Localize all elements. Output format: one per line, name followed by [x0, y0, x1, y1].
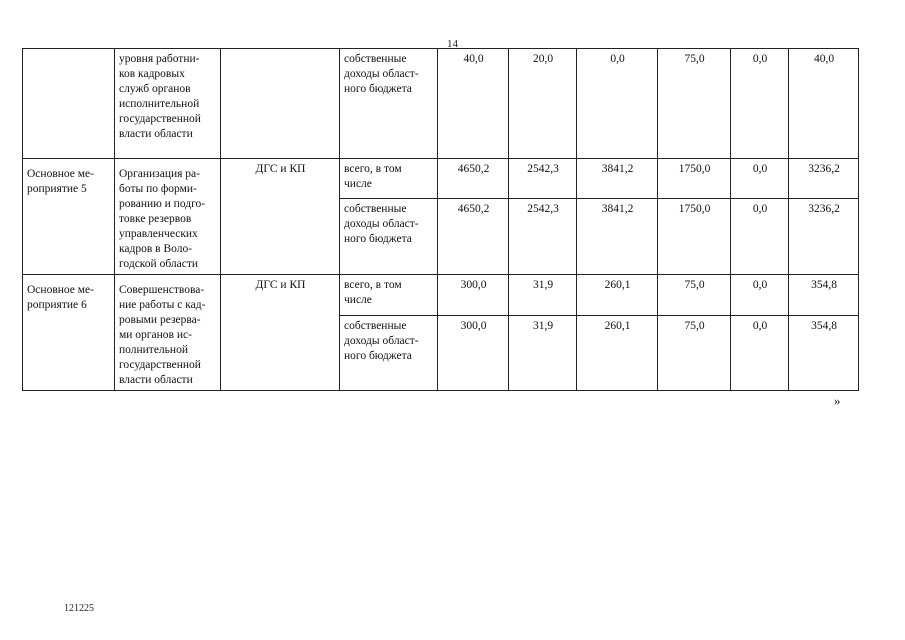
- closing-quote-mark: »: [834, 393, 841, 408]
- measure-name-cell: Основное ме- роприятие 5: [23, 159, 115, 275]
- value-cell: 3236,2: [789, 199, 859, 275]
- value-cell: 75,0: [658, 275, 731, 316]
- value-cell: 75,0: [658, 49, 731, 159]
- value-cell: 354,8: [789, 275, 859, 316]
- value-cell: 75,0: [658, 315, 731, 390]
- program-table: [22, 48, 859, 391]
- value-cell: 0,0: [731, 199, 789, 275]
- funding-source-cell: собственные доходы област- ного бюджета: [340, 315, 438, 390]
- value-cell: 40,0: [438, 49, 509, 159]
- table-row: [23, 49, 859, 159]
- page-number: 14: [447, 38, 458, 50]
- value-cell: 31,9: [509, 275, 577, 316]
- measure-description-cell: Совершенствова- ние работы с кад- ровыми резерва- ми органов ис- полнительной государственной власти области: [115, 275, 221, 391]
- value-cell: 2542,3: [509, 199, 577, 275]
- value-cell: 3841,2: [577, 199, 658, 275]
- funding-source-cell: собственные доходы област- ного бюджета: [340, 199, 438, 275]
- value-cell: 0,0: [731, 159, 789, 199]
- value-cell: 3841,2: [577, 159, 658, 199]
- value-cell: 0,0: [731, 315, 789, 390]
- value-cell: 1750,0: [658, 199, 731, 275]
- table-row: [23, 159, 859, 199]
- funding-source-cell: всего, в том числе: [340, 159, 438, 199]
- value-cell: 300,0: [438, 275, 509, 316]
- value-cell: 4650,2: [438, 199, 509, 275]
- value-cell: 2542,3: [509, 159, 577, 199]
- funding-source-cell: собственные доходы област- ного бюджета: [340, 49, 438, 159]
- measure-description-cell: уровня работни- ков кадровых служб органов исполнительной государственной власти области: [115, 49, 221, 159]
- value-cell: 0,0: [577, 49, 658, 159]
- measure-name-cell: [23, 49, 115, 159]
- footer-document-code: 121225: [64, 603, 94, 614]
- value-cell: 31,9: [509, 315, 577, 390]
- responsible-executor-cell: ДГС и КП: [221, 159, 340, 275]
- table-row: [23, 275, 859, 316]
- value-cell: 300,0: [438, 315, 509, 390]
- responsible-executor-cell: [221, 49, 340, 159]
- value-cell: 20,0: [509, 49, 577, 159]
- value-cell: 3236,2: [789, 159, 859, 199]
- value-cell: 260,1: [577, 275, 658, 316]
- value-cell: 40,0: [789, 49, 859, 159]
- value-cell: 1750,0: [658, 159, 731, 199]
- measure-description-cell: Организация ра- боты по форми- рованию и подго- товке резервов управленческих кадров в Воло- годской области: [115, 159, 221, 275]
- value-cell: 354,8: [789, 315, 859, 390]
- measure-name-cell: Основное ме- роприятие 6: [23, 275, 115, 391]
- funding-source-cell: всего, в том числе: [340, 275, 438, 316]
- program-table-container: [22, 48, 859, 391]
- value-cell: 4650,2: [438, 159, 509, 199]
- responsible-executor-cell: ДГС и КП: [221, 275, 340, 391]
- value-cell: 0,0: [731, 275, 789, 316]
- value-cell: 260,1: [577, 315, 658, 390]
- value-cell: 0,0: [731, 49, 789, 159]
